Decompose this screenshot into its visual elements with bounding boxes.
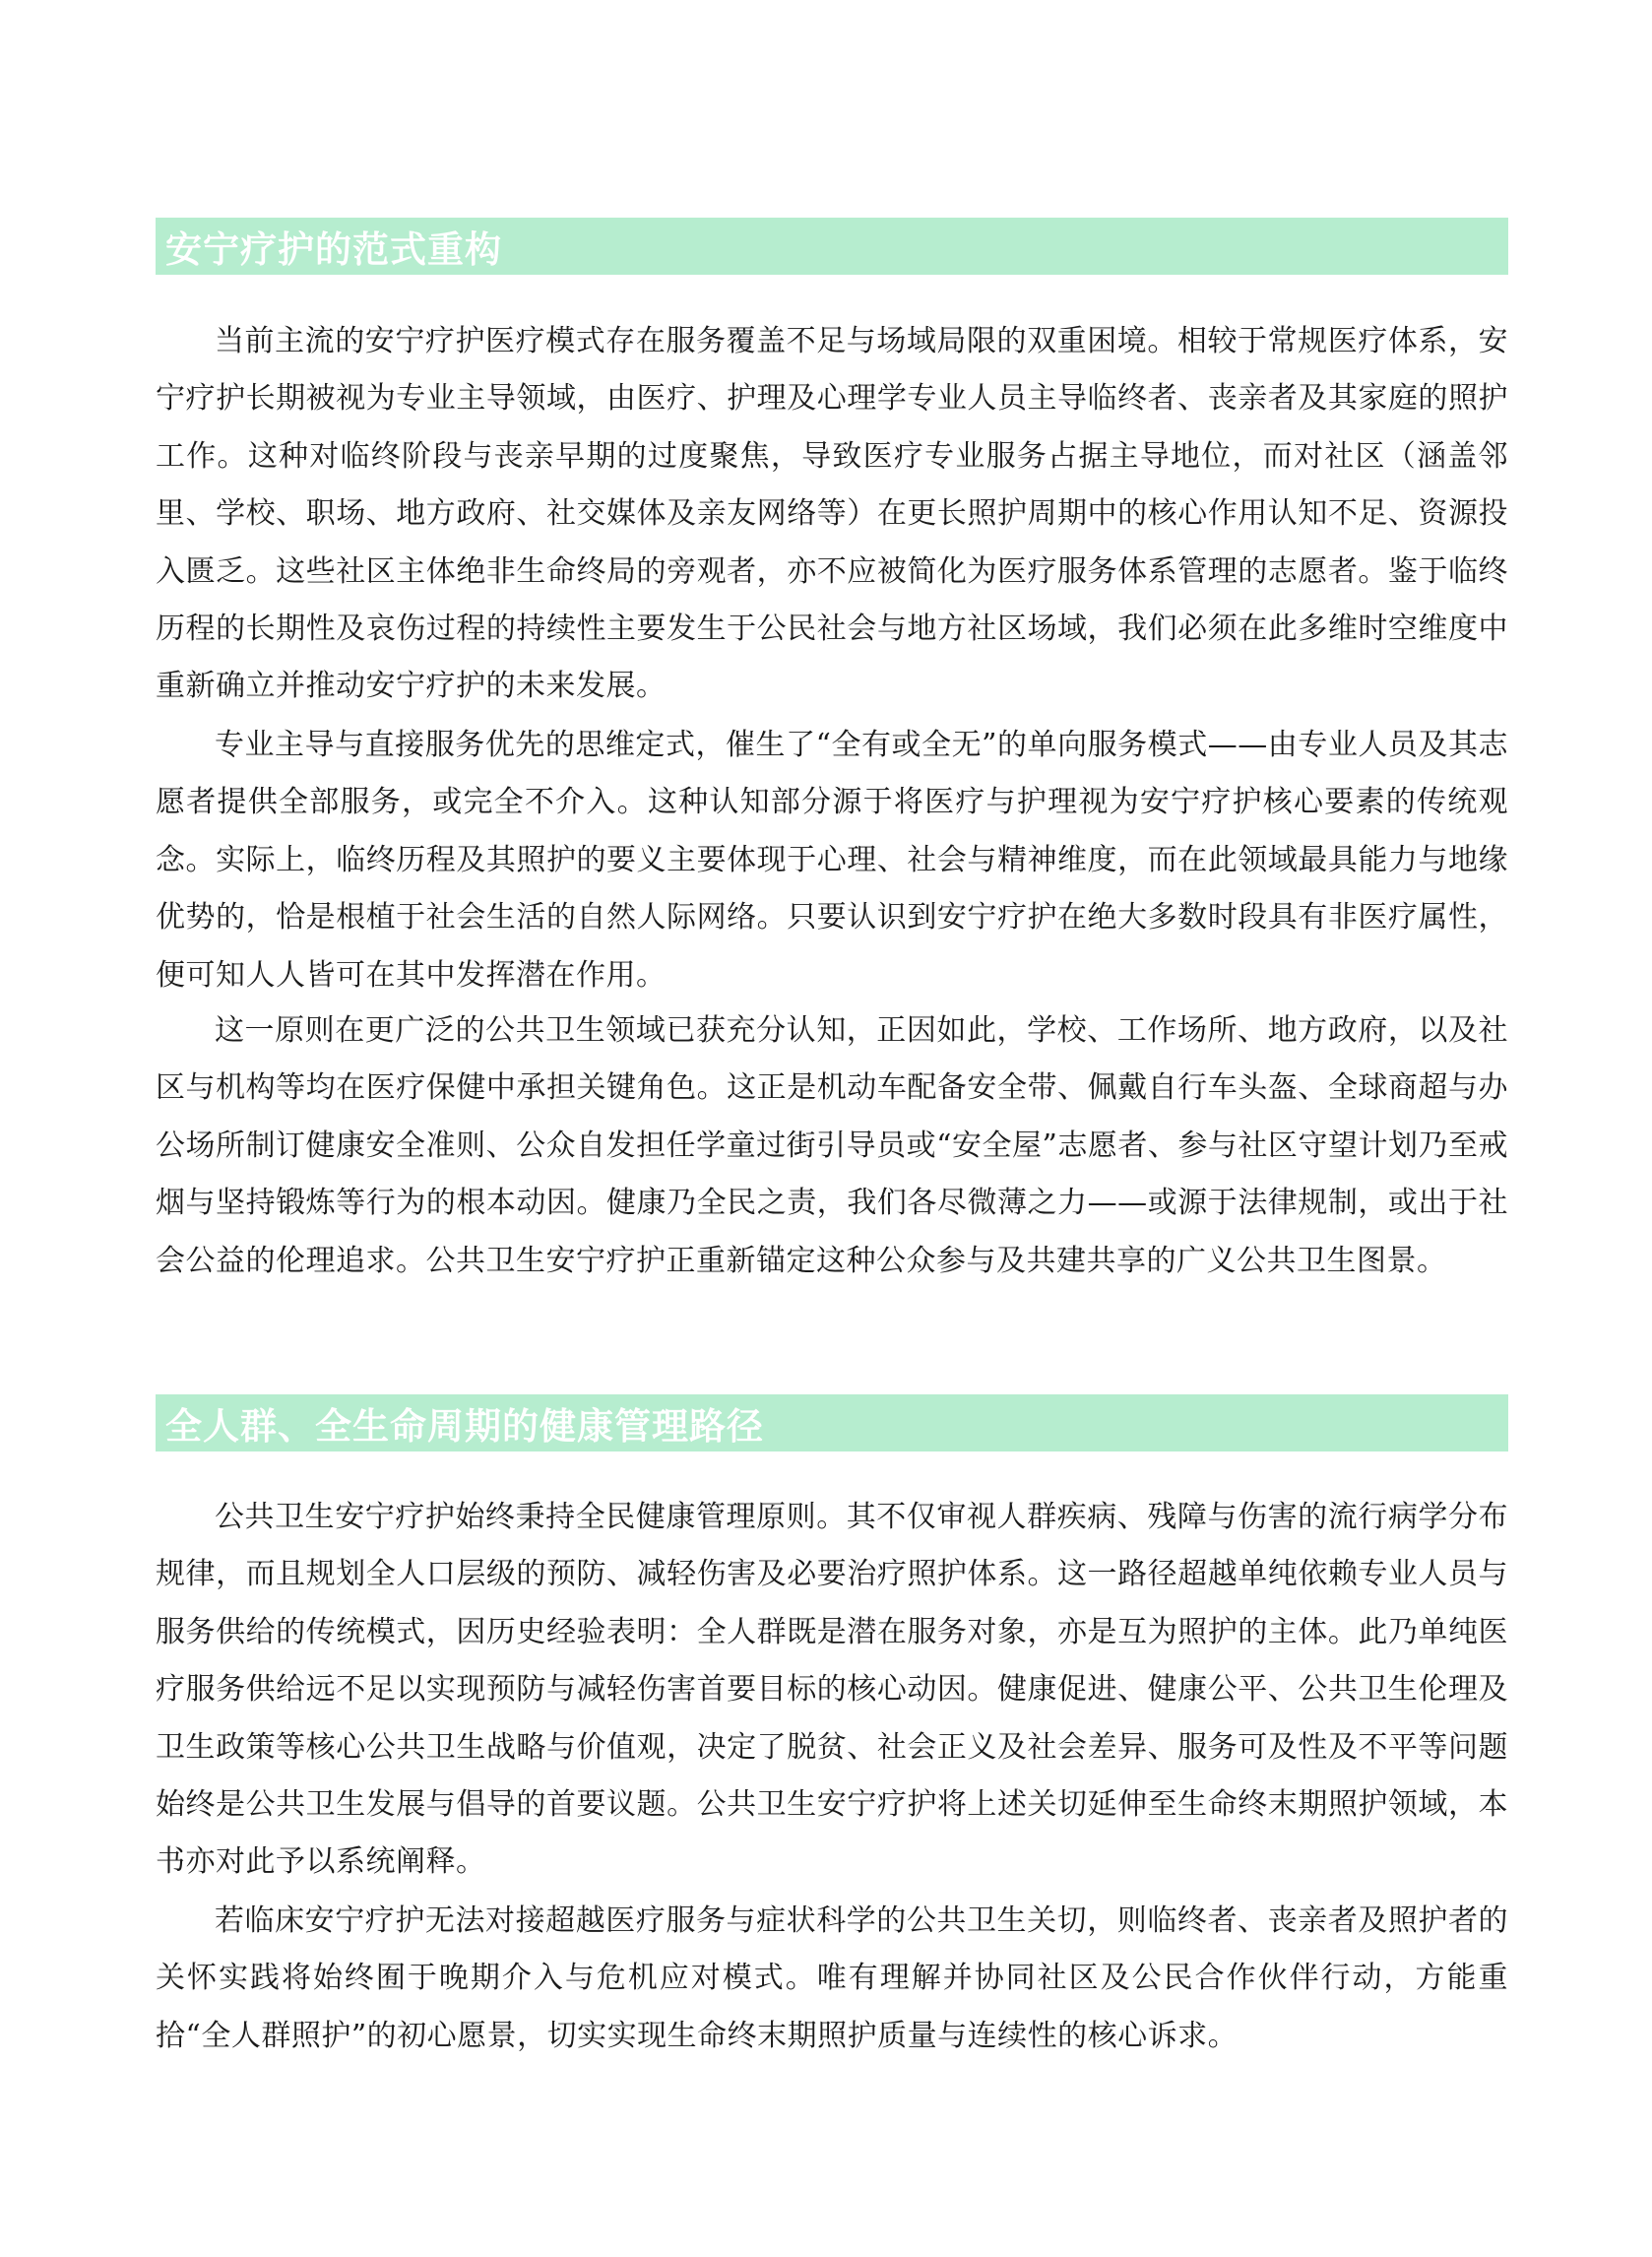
paragraph: 当前主流的安宁疗护医疗模式存在服务覆盖不足与场域局限的双重困境。相较于常规医疗体系，安宁疗护长期被视为专业主导领域，由医疗、护理及心理学专业人员主导临终者、丧亲者及其家庭的照护工作。这种对临终阶段与丧亲早期的过度聚焦，导致医疗专业服务占据主导地位，而对社区（涵盖邻里、学校、职场、地方政府、社交媒体及亲友网络等）在更长照护周期中的核心作用认知不足、资源投入匮乏。这些社区主体绝非生命终局的旁观者，亦不应被简化为医疗服务体系管理的志愿者。鉴于临终历程的长期性及哀伤过程的持续性主要发生于公民社会与地方社区场域，我们必须在此多维时空维度中重新确立并推动安宁疗护的未来发展。 <box>156 324 1508 704</box>
section-heading-text: 全人群、全生命周期的健康管理路径 <box>165 1404 764 1448</box>
section-heading-text: 安宁疗护的范式重构 <box>165 227 502 271</box>
paragraph: 专业主导与直接服务优先的思维定式，催生了“全有或全无”的单向服务模式——由专业人员及其志愿者提供全部服务，或完全不介入。这种认知部分源于将医疗与护理视为安宁疗护核心要素的传统观念。实际上，临终历程及其照护的要义主要体现于心理、社会与精神维度，而在此领域最具能力与地缘优势的，恰是根植于社会生活的自然人际网络。只要认识到安宁疗护在绝大多数时段具有非医疗属性，便可知人人皆可在其中发挥潜在作用。 <box>156 728 1508 993</box>
paragraph: 若临床安宁疗护无法对接超越医疗服务与症状科学的公共卫生关切，则临终者、丧亲者及照护者的关怀实践将始终囿于晚期介入与危机应对模式。唯有理解并协同社区及公民合作伙伴行动，方能重拾“全人群照护”的初心愿景，切实实现生命终末期照护质量与连续性的核心诉求。 <box>156 1903 1508 2053</box>
section-heading-population-health <box>156 1394 1508 1451</box>
section-heading-paradigm <box>156 218 1508 275</box>
paragraph: 这一原则在更广泛的公共卫生领域已获充分认知，正因如此，学校、工作场所、地方政府，以及社区与机构等均在医疗保健中承担关键角色。这正是机动车配备安全带、佩戴自行车头盔、全球商超与办公场所制订健康安全准则、公众自发担任学童过街引导员或“安全屋”志愿者、参与社区守望计划乃至戒烟与坚持锻炼等行为的根本动因。健康乃全民之责，我们各尽微薄之力——或源于法律规制，或出于社会公益的伦理追求。公共卫生安宁疗护正重新锚定这种公众参与及共建共享的广义公共卫生图景。 <box>156 1013 1508 1278</box>
paragraph: 公共卫生安宁疗护始终秉持全民健康管理原则。其不仅审视人群疾病、残障与伤害的流行病学分布规律，而且规划全人口层级的预防、减轻伤害及必要治疗照护体系。这一路径超越单纯依赖专业人员与服务供给的传统模式，因历史经验表明：全人群既是潜在服务对象，亦是互为照护的主体。此乃单纯医疗服务供给远不足以实现预防与减轻伤害首要目标的核心动因。健康促进、健康公平、公共卫生伦理及卫生政策等核心公共卫生战略与价值观，决定了脱贫、社会正义及社会差异、服务可及性及不平等问题始终是公共卫生发展与倡导的首要议题。公共卫生安宁疗护将上述关切延伸至生命终末期照护领域，本书亦对此予以系统阐释。 <box>156 1500 1508 1880</box>
